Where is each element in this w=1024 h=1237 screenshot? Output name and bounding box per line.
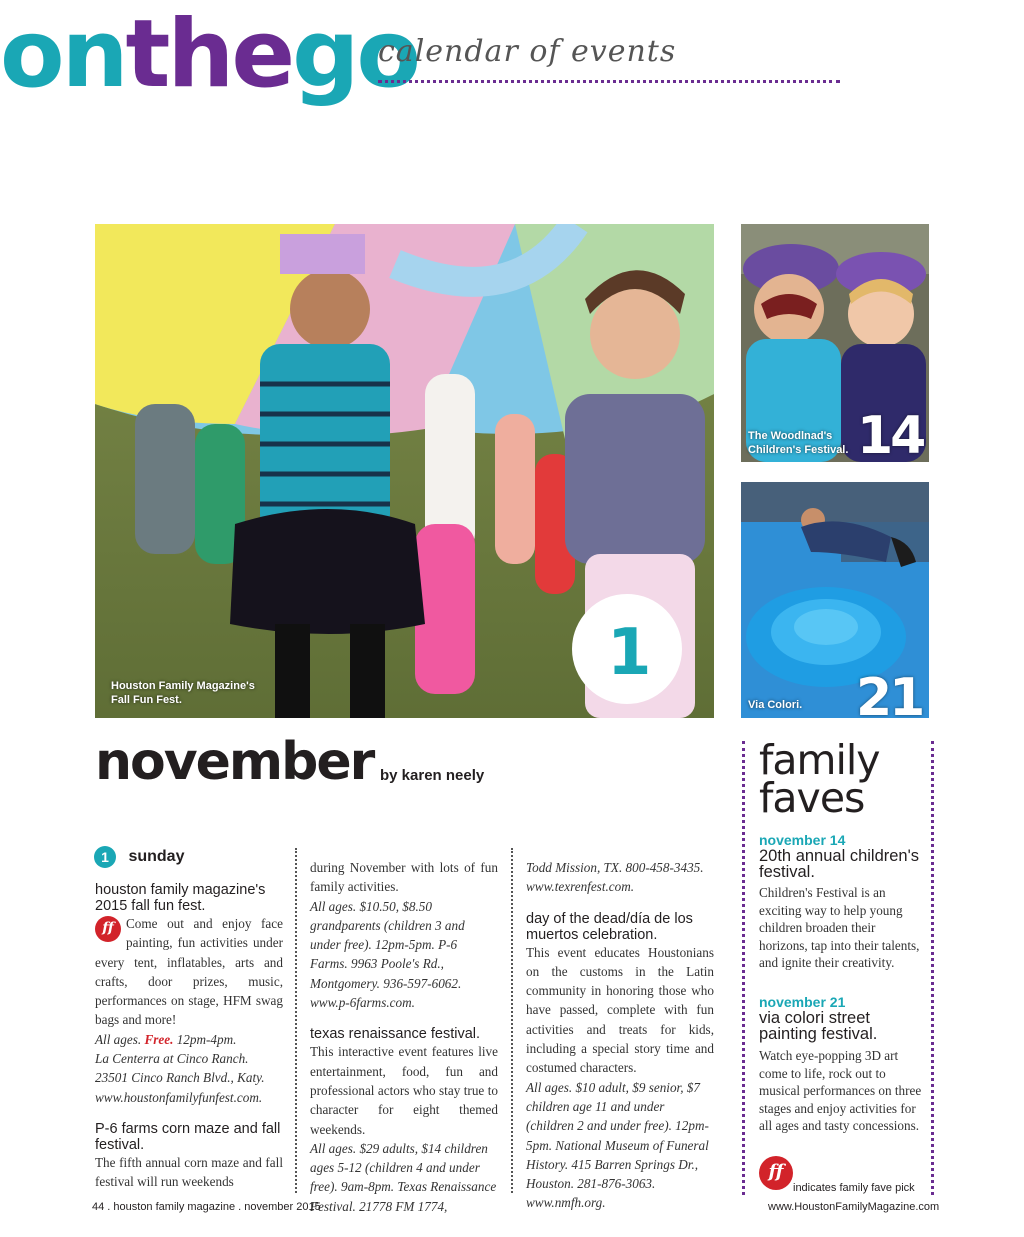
logo-go: go: [292, 0, 418, 109]
fave2-date: november 21: [759, 994, 846, 1010]
top-right-photo-caption: [748, 429, 848, 457]
family-faves-title-line2: faves: [759, 774, 865, 822]
fave2-body: Watch eye-popping 3D art come to life, rock out to musical performances on three stages and enjoy activities for all ages and tasty concessions.: [759, 1048, 922, 1134]
masthead-subtitle: calendar of events: [378, 34, 677, 69]
day-marker: [94, 846, 184, 870]
bottom-right-photo-number: 21: [856, 668, 923, 718]
family-fave-legend-icon: ff: [759, 1156, 793, 1190]
fave2-title: via colori street painting festival.: [759, 1009, 878, 1043]
main-photo-caption-line2: Fall Fun Fest.: [111, 694, 182, 706]
event-body-corn-maze: The fifth annual corn maze and fall festival will run weekends: [95, 1154, 283, 1190]
event-details-renaissance: All ages. $29 adults, $14 children ages 5-12 (children 4 and under free). 9am-8pm. Texas Renaissance Festival. 21778 FM 1774,: [310, 1140, 497, 1214]
event-time: 12pm-4pm.: [176, 1031, 237, 1047]
masthead-divider: [378, 80, 840, 83]
bottom-right-photo: [741, 482, 929, 718]
top-right-photo-caption-line2: Children's Festival.: [748, 444, 849, 456]
column-divider-2: [511, 848, 513, 1193]
event-title-fall-fun-fest: houston family magazine's 2015 fall fun fest.: [95, 882, 266, 914]
fave1-body: Children's Festival is an exciting way to help young children broaden their horizons, tap into their talents, and ignite their creativity.: [759, 885, 920, 971]
event-details-renaissance-cont: Todd Mission, TX. 800-458-3435. www.texrenfest.com.: [526, 860, 704, 895]
logo: [0, 0, 418, 110]
byline: by karen neely: [380, 767, 485, 784]
event-title-corn-maze: P-6 farms corn maze and fall festival.: [95, 1120, 281, 1153]
logo-the: the: [125, 0, 293, 109]
event-body-fall-fun-fest: [95, 914, 283, 1030]
main-photo-number: 1: [607, 616, 649, 690]
fave1-title: 20th annual children's festival.: [759, 847, 920, 881]
fave1-date: november 14: [759, 832, 846, 848]
column-2: [310, 858, 498, 1216]
event-body-renaissance: This interactive event features live entertainment, food, fun and professional actors who stay true to character for eight themed weekends.: [310, 1044, 498, 1137]
event-ages-label: All ages.: [95, 1031, 142, 1047]
event-location-line1: La Centerra at Cinco Ranch.: [95, 1051, 249, 1067]
footer-url[interactable]: www.HoustonFamilyMagazine.com: [768, 1201, 940, 1213]
family-faves-title: [759, 736, 880, 822]
family-faves-title-line1: family: [759, 736, 880, 784]
event-title-day-of-dead: day of the dead/día de los muertos celebration.: [526, 910, 693, 943]
top-right-photo-caption-line1: The Woodlnad's: [748, 430, 833, 442]
event-details-corn-maze: All ages. $10.50, $8.50 grandparents (children 3 and under free). 12pm-5pm. P-6 Farms. 9963 Poole's Rd., Montgomery. 936-597-6062. www.p-6farms.com.: [310, 898, 465, 1011]
event-ages-fall-fun-fest: [95, 1030, 283, 1049]
column-3: [526, 858, 714, 1213]
main-photo: [95, 224, 714, 718]
free-label: Free.: [144, 1031, 174, 1047]
family-fave-icon: ff: [95, 916, 121, 942]
event-url-fall-fun-fest[interactable]: www.houstonfamilyfunfest.com.: [95, 1089, 263, 1105]
month-heading: november: [95, 732, 374, 792]
day-name: sunday: [128, 848, 185, 865]
event-details-day-of-dead: All ages. $10 adult, $9 senior, $7 children age 11 and under (children 2 and under free). 12pm-5pm. National Museum of Funeral History. 415 Barren Springs Dr., Houston. 281-876-3063. www.nmfh.org.: [526, 1079, 709, 1211]
family-fave-legend-text: indicates family fave pick: [793, 1182, 915, 1194]
footer-folio: 44 . houston family magazine . november 2015: [92, 1201, 321, 1213]
event-body-day-of-dead: This event educates Houstonians on the customs in the Latin community in honoring those who have passed, complete with fun activities and treats for kids, including a special story time and costumed characters.: [526, 944, 714, 1076]
masthead: [0, 0, 840, 110]
family-faves-sidebar: [742, 736, 934, 1195]
event-title-renaissance: texas renaissance festival.: [310, 1026, 481, 1043]
event-location-line2: 23501 Cinco Ranch Blvd., Katy.: [95, 1070, 265, 1086]
main-photo-caption-line1: Houston Family Magazine's: [111, 680, 255, 692]
day-number-badge: 1: [94, 846, 116, 868]
column-divider-1: [295, 848, 297, 1193]
event-body-text: Come out and enjoy face painting, fun activities under every tent, inflatables, arts and crafts, door prizes, music, performances on stage, HFM swag bags and more!: [95, 916, 283, 1028]
column-1: [95, 882, 283, 1192]
bottom-right-photo-caption: Via Colori.: [748, 699, 803, 711]
main-photo-caption: [111, 679, 255, 707]
top-right-photo-number: 14: [857, 406, 924, 462]
event-body-corn-maze-cont: during November with lots of fun family activities.: [310, 860, 498, 895]
top-right-photo: [741, 224, 929, 462]
logo-on: on: [0, 0, 126, 109]
